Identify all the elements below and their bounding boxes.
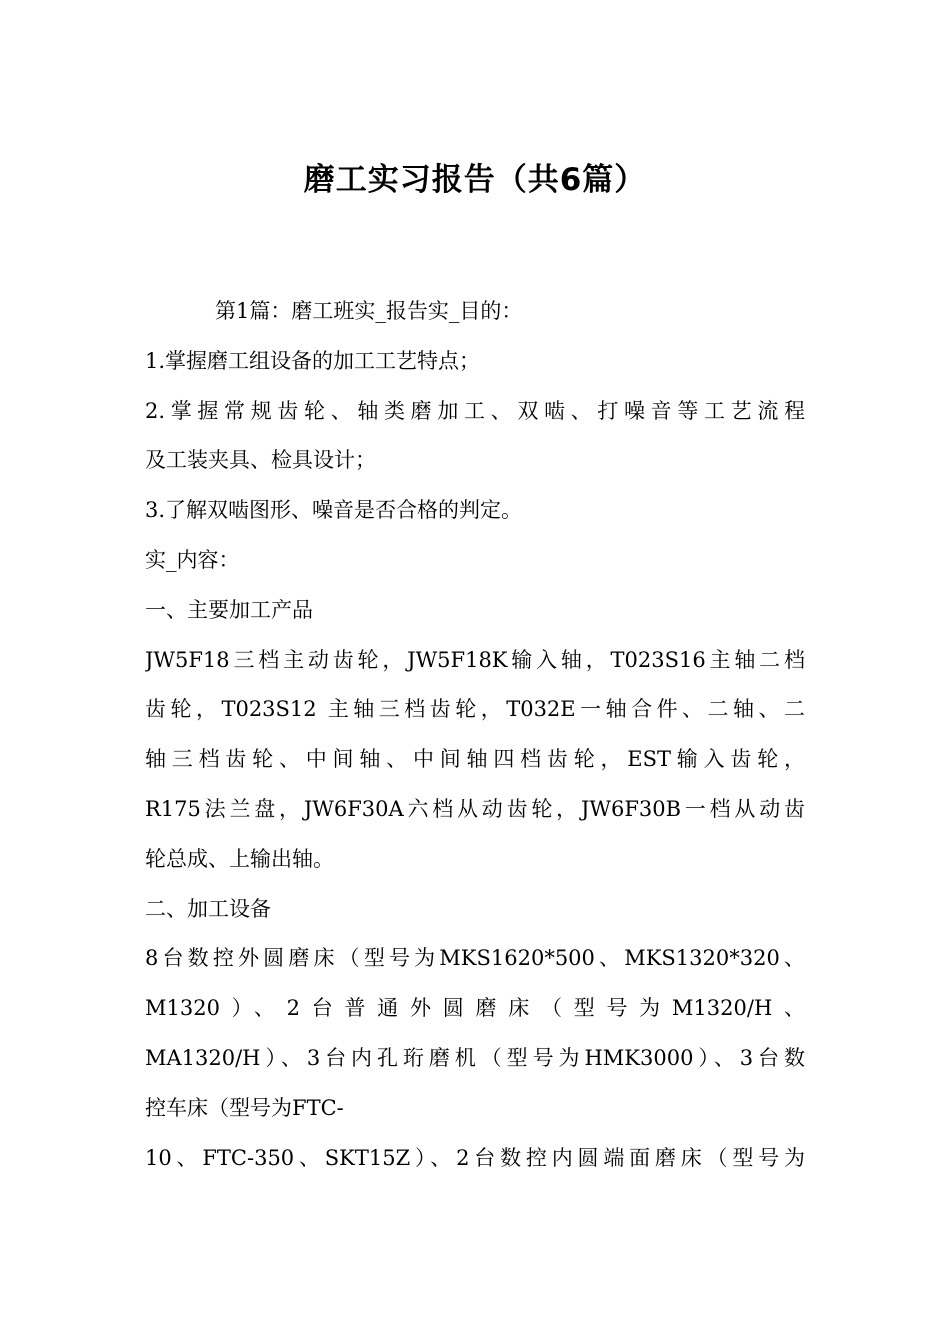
text-line: M1320）、2台普通外圆磨床（型号为M1320/H、 (145, 996, 805, 1021)
text-line: 轮总成、上输出轴。 (145, 846, 334, 871)
document-body (145, 287, 805, 1183)
text-line: 及工装夹具、检具设计； (145, 448, 376, 473)
text-line: JW5F18三档主动齿轮，JW5F18K输入轴，T023S16主轴二档 (145, 647, 805, 672)
text-line: 齿轮，T023S12 主轴三档齿轮，T032E一轴合件、二轴、二 (145, 697, 805, 722)
text-line: 3.了解双啮图形、噪音是否合格的判定。 (145, 498, 523, 523)
text-line: 1.掌握磨工组设备的加工工艺特点； (145, 348, 481, 373)
text-line: 实_内容： (145, 547, 240, 572)
text-line: 轴三档齿轮、中间轴、中间轴四档齿轮，EST输入齿轮， (145, 747, 805, 772)
text-line: 2.掌握常规齿轮、轴类磨加工、双啮、打噪音等工艺流程 (145, 398, 805, 423)
text-line: 二、加工设备 (145, 896, 271, 921)
document-title: 磨工实习报告（共6篇） (303, 162, 647, 198)
text-line: MA1320/H）、3台内孔珩磨机（型号为HMK3000）、3台数 (145, 1045, 805, 1070)
text-line: R175法兰盘，JW6F30A六档从动齿轮，JW6F30B一档从动齿 (145, 796, 805, 821)
text-line: 8台数控外圆磨床（型号为MKS1620*500、MKS1320*320、 (145, 946, 805, 971)
text-line: 第1篇：磨工班实_报告实_目的： (215, 299, 523, 323)
text-line: 一、主要加工产品 (145, 597, 313, 622)
text-line: 控车床（型号为FTC- (145, 1095, 344, 1120)
text-line: 10、FTC-350、SKT15Z）、2台数控内圆端面磨床（型号为 (145, 1145, 805, 1170)
